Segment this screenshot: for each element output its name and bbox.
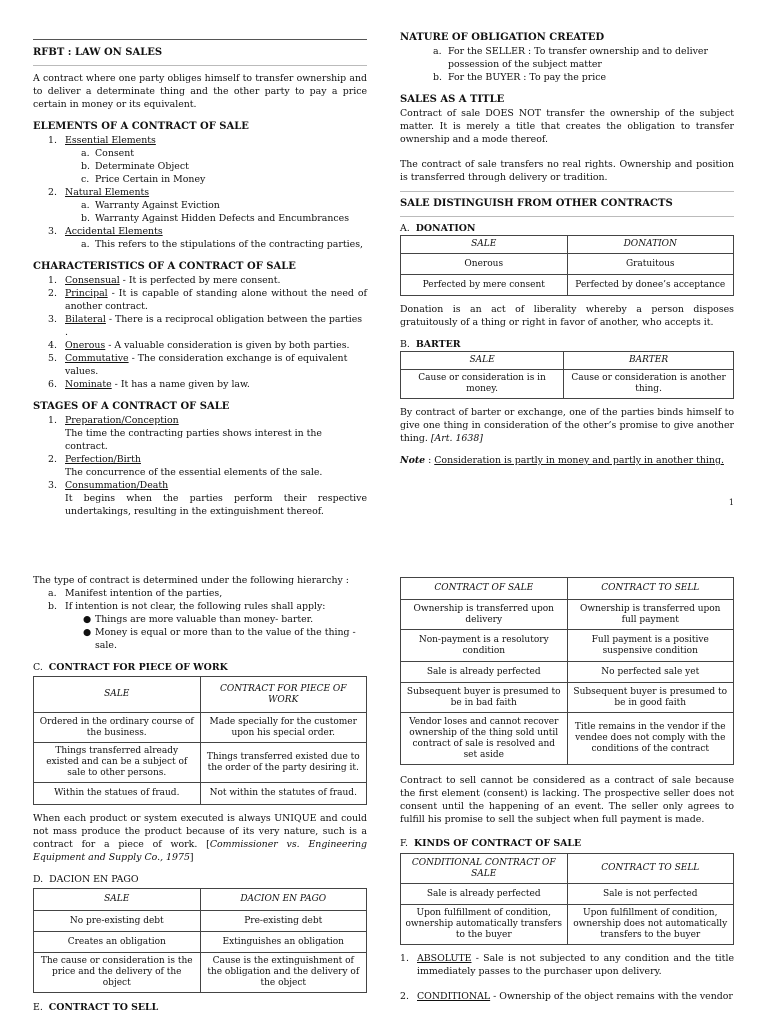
- donation-subheading: A. DONATION: [400, 223, 476, 234]
- table-header: CONTRACT TO SELL: [567, 578, 734, 600]
- paragraph: The contract of sale transfers no real rights. Ownership and position is transferred through delivery or tradition.: [400, 159, 734, 183]
- kinds-table: [400, 853, 734, 945]
- piece-work-subheading: C. CONTRACT FOR PIECE OF WORK: [33, 662, 228, 673]
- characteristics-list: [33, 274, 367, 391]
- list-item: a. Consent: [81, 148, 135, 159]
- table-row: Cause or consideration is in money. Cause or consideration is another thing.: [401, 370, 734, 399]
- dacion-subheading: D. DACION EN PAGO: [33, 874, 139, 885]
- list-item: a. For the SELLER : To transfer ownership and to deliver possession of the subject matter: [433, 46, 708, 70]
- elements-list: [33, 134, 367, 251]
- table-row: Vendor loses and cannot recover ownership of the thing sold until contract of sale is resolved and set aside Title remains in the vendor if the vendee does not comply with the conditions of the contract: [401, 713, 734, 765]
- piece-work-note: When each product or system executed is always UNIQUE and could not mass produce the product because of its very nature, such is a contract for a piece of work. [Commissioner vs. Engineering Equipment and Supply Co., 1975]: [33, 813, 367, 863]
- list-item: 1. ABSOLUTE - Sale is not subjected to any condition and the title immediately passes to the purchaser upon delivery.: [400, 953, 734, 977]
- list-item: 1. Preparation/Conception The time the contracting parties shows interest in the contract.: [48, 415, 322, 452]
- list-item: c. Price Certain in Money: [81, 174, 206, 185]
- contract-to-sell-table: [400, 577, 734, 765]
- barter-note: By contract of barter or exchange, one of the parties binds himself to give one thing in consideration of the other’s promise to give another thing. [Art. 1638]: [400, 407, 734, 444]
- list-item: b. Determinate Object: [81, 161, 189, 172]
- list-item: 2. CONDITIONAL - Ownership of the object remains with the vendor: [400, 991, 733, 1002]
- table-header: CONTRACT TO SELL: [567, 854, 734, 884]
- document-page-2: [0, 570, 768, 1024]
- table-header: SALE: [401, 236, 568, 254]
- list-item: 3. Accidental Elements: [48, 226, 163, 237]
- table-header: CONTRACT OF SALE: [401, 578, 568, 600]
- table-row: Subsequent buyer is presumed to be in bad faith Subsequent buyer is presumed to be in good faith: [401, 683, 734, 713]
- stages-list: [33, 414, 367, 518]
- title-rule-bottom: [33, 65, 367, 66]
- table-row: Creates an obligation Extinguishes an obligation: [34, 932, 367, 953]
- list-item: 1. Essential Elements: [48, 135, 156, 146]
- table-header: BARTER: [564, 352, 734, 370]
- table-row: Non-payment is a resolutory condition Full payment is a positive suspensive condition: [401, 630, 734, 662]
- element-label: Accidental Elements: [65, 226, 163, 237]
- list-item: 2. Principal - It is capable of standing alone without the need of another contract.: [48, 288, 367, 312]
- barter-table: [400, 351, 734, 399]
- document-title: RFBT : LAW ON SALES: [33, 47, 163, 58]
- list-item: b. For the BUYER : To pay the price: [433, 72, 607, 83]
- list-item: 5. Commutative - The consideration exchange is of equivalent values.: [48, 353, 348, 377]
- table-header: CONDITIONAL CONTRACT OF SALE: [401, 854, 568, 884]
- barter-footnote: Note : Consideration is partly in money and partly in another thing.: [400, 455, 724, 466]
- table-row: Upon fulfillment of condition, ownership automatically transfers to the buyer Upon fulfillment of condition, ownership does not automatically transfers to the buyer: [401, 905, 734, 945]
- list-item: 4. Onerous - A valuable consideration is given by both parties.: [48, 340, 350, 351]
- element-label: Essential Elements: [65, 135, 156, 146]
- page2-left-column: [33, 574, 367, 1014]
- table-header: DONATION: [567, 236, 734, 254]
- list-item: b. Warranty Against Hidden Defects and Encumbrances: [81, 213, 350, 224]
- list-item: ● Money is equal or more than to the value of the thing - sale.: [83, 627, 356, 651]
- table-header: SALE: [34, 677, 201, 713]
- title-rule-top: [33, 39, 367, 40]
- distinguish-heading: SALE DISTINGUISH FROM OTHER CONTRACTS: [400, 198, 673, 209]
- stages-heading: STAGES OF A CONTRACT OF SALE: [33, 401, 230, 412]
- page1-left-column: [33, 39, 367, 518]
- table-row: Sale is already perfected No perfected sale yet: [401, 662, 734, 683]
- table-row: No pre-existing debt Pre-existing debt: [34, 911, 367, 932]
- hierarchy-intro: The type of contract is determined under the following hierarchy :: [33, 575, 349, 586]
- table-row: The cause or consideration is the price and the delivery of the object Cause is the extinguishment of the obligation and the delivery of the object: [34, 953, 367, 993]
- table-row: Ordered in the ordinary course of the business. Made specially for the customer upon his special order.: [34, 713, 367, 743]
- characteristics-heading: CHARACTERISTICS OF A CONTRACT OF SALE: [33, 261, 296, 272]
- table-header: SALE: [401, 352, 564, 370]
- page2-right-column: [400, 577, 734, 1003]
- table-row: Perfected by mere consent Perfected by donee’s acceptance: [401, 275, 734, 296]
- page-number: 1: [728, 498, 734, 507]
- nature-heading: NATURE OF OBLIGATION CREATED: [400, 32, 605, 43]
- section-rule: [400, 191, 734, 192]
- list-item: a. Warranty Against Eviction: [81, 200, 220, 211]
- table-row: Things transferred already existed and can be a subject of sale to other persons. Things transferred existed due to the order of the party desiring it.: [34, 743, 367, 783]
- list-item: b. If intention is not clear, the following rules shall apply:: [48, 601, 326, 612]
- table-header: DACION EN PAGO: [200, 889, 367, 911]
- list-item: 3. Bilateral - There is a reciprocal obligation between the parties .: [48, 314, 363, 338]
- kinds-subheading: F. KINDS OF CONTRACT OF SALE: [400, 838, 582, 849]
- list-item: ● Things are more valuable than money- barter.: [83, 614, 314, 625]
- list-item: 2. Perfection/Birth The concurrence of the essential elements of the sale.: [48, 454, 323, 478]
- sales-as-title-heading: SALES AS A TITLE: [400, 94, 505, 105]
- table-row: Ownership is transferred upon delivery Ownership is transferred upon full payment: [401, 600, 734, 630]
- donation-note: Donation is an act of liberality whereby a person disposes gratuitously of a thing or right in favor of another, who accepts it.: [400, 304, 734, 328]
- paragraph: Contract of sale DOES NOT transfer the ownership of the subject matter. It is merely a title that creates the obligation to transfer ownership and a mode thereof.: [400, 108, 734, 145]
- contract-to-sell-note: Contract to sell cannot be considered as a contract of sale because the first element (consent) is lacking. The prospective seller does not consent until the happening of an event. The seller only agrees to fulfill his promise to sell the subject when full payment is made.: [400, 775, 734, 825]
- table-header: SALE: [34, 889, 201, 911]
- list-item: 3. Consummation/Death It begins when the parties perform their respective undertakings, resulting in the extinguishment thereof.: [48, 480, 367, 517]
- elements-heading: ELEMENTS OF A CONTRACT OF SALE: [33, 121, 249, 132]
- list-item: 1. Consensual - It is perfected by mere consent.: [48, 275, 281, 286]
- donation-table: [400, 235, 734, 296]
- list-item: 2. Natural Elements: [48, 187, 150, 198]
- piece-work-table: [33, 676, 367, 805]
- table-row: Onerous Gratuitous: [401, 254, 734, 275]
- contract-to-sell-subheading: E. CONTRACT TO SELL: [33, 1002, 159, 1013]
- table-row: Within the statues of fraud. Not within the statutes of fraud.: [34, 783, 367, 805]
- barter-subheading: B. BARTER: [400, 339, 461, 350]
- dacion-table: [33, 888, 367, 993]
- element-label: Natural Elements: [65, 187, 150, 198]
- page1-right-column: [400, 31, 734, 467]
- section-rule: [400, 216, 734, 217]
- table-row: Sale is already perfected Sale is not perfected: [401, 884, 734, 905]
- list-item: a. Manifest intention of the parties,: [48, 588, 223, 599]
- list-item: 6. Nominate - It has a name given by law.: [48, 379, 250, 390]
- table-header: CONTRACT FOR PIECE OF WORK: [200, 677, 367, 713]
- list-item: a. This refers to the stipulations of the contracting parties,: [81, 239, 363, 250]
- sale-definition: A contract where one party obliges himself to transfer ownership and to deliver a determinate thing and the other party to pay a price certain in money or its equivalent.: [33, 73, 367, 110]
